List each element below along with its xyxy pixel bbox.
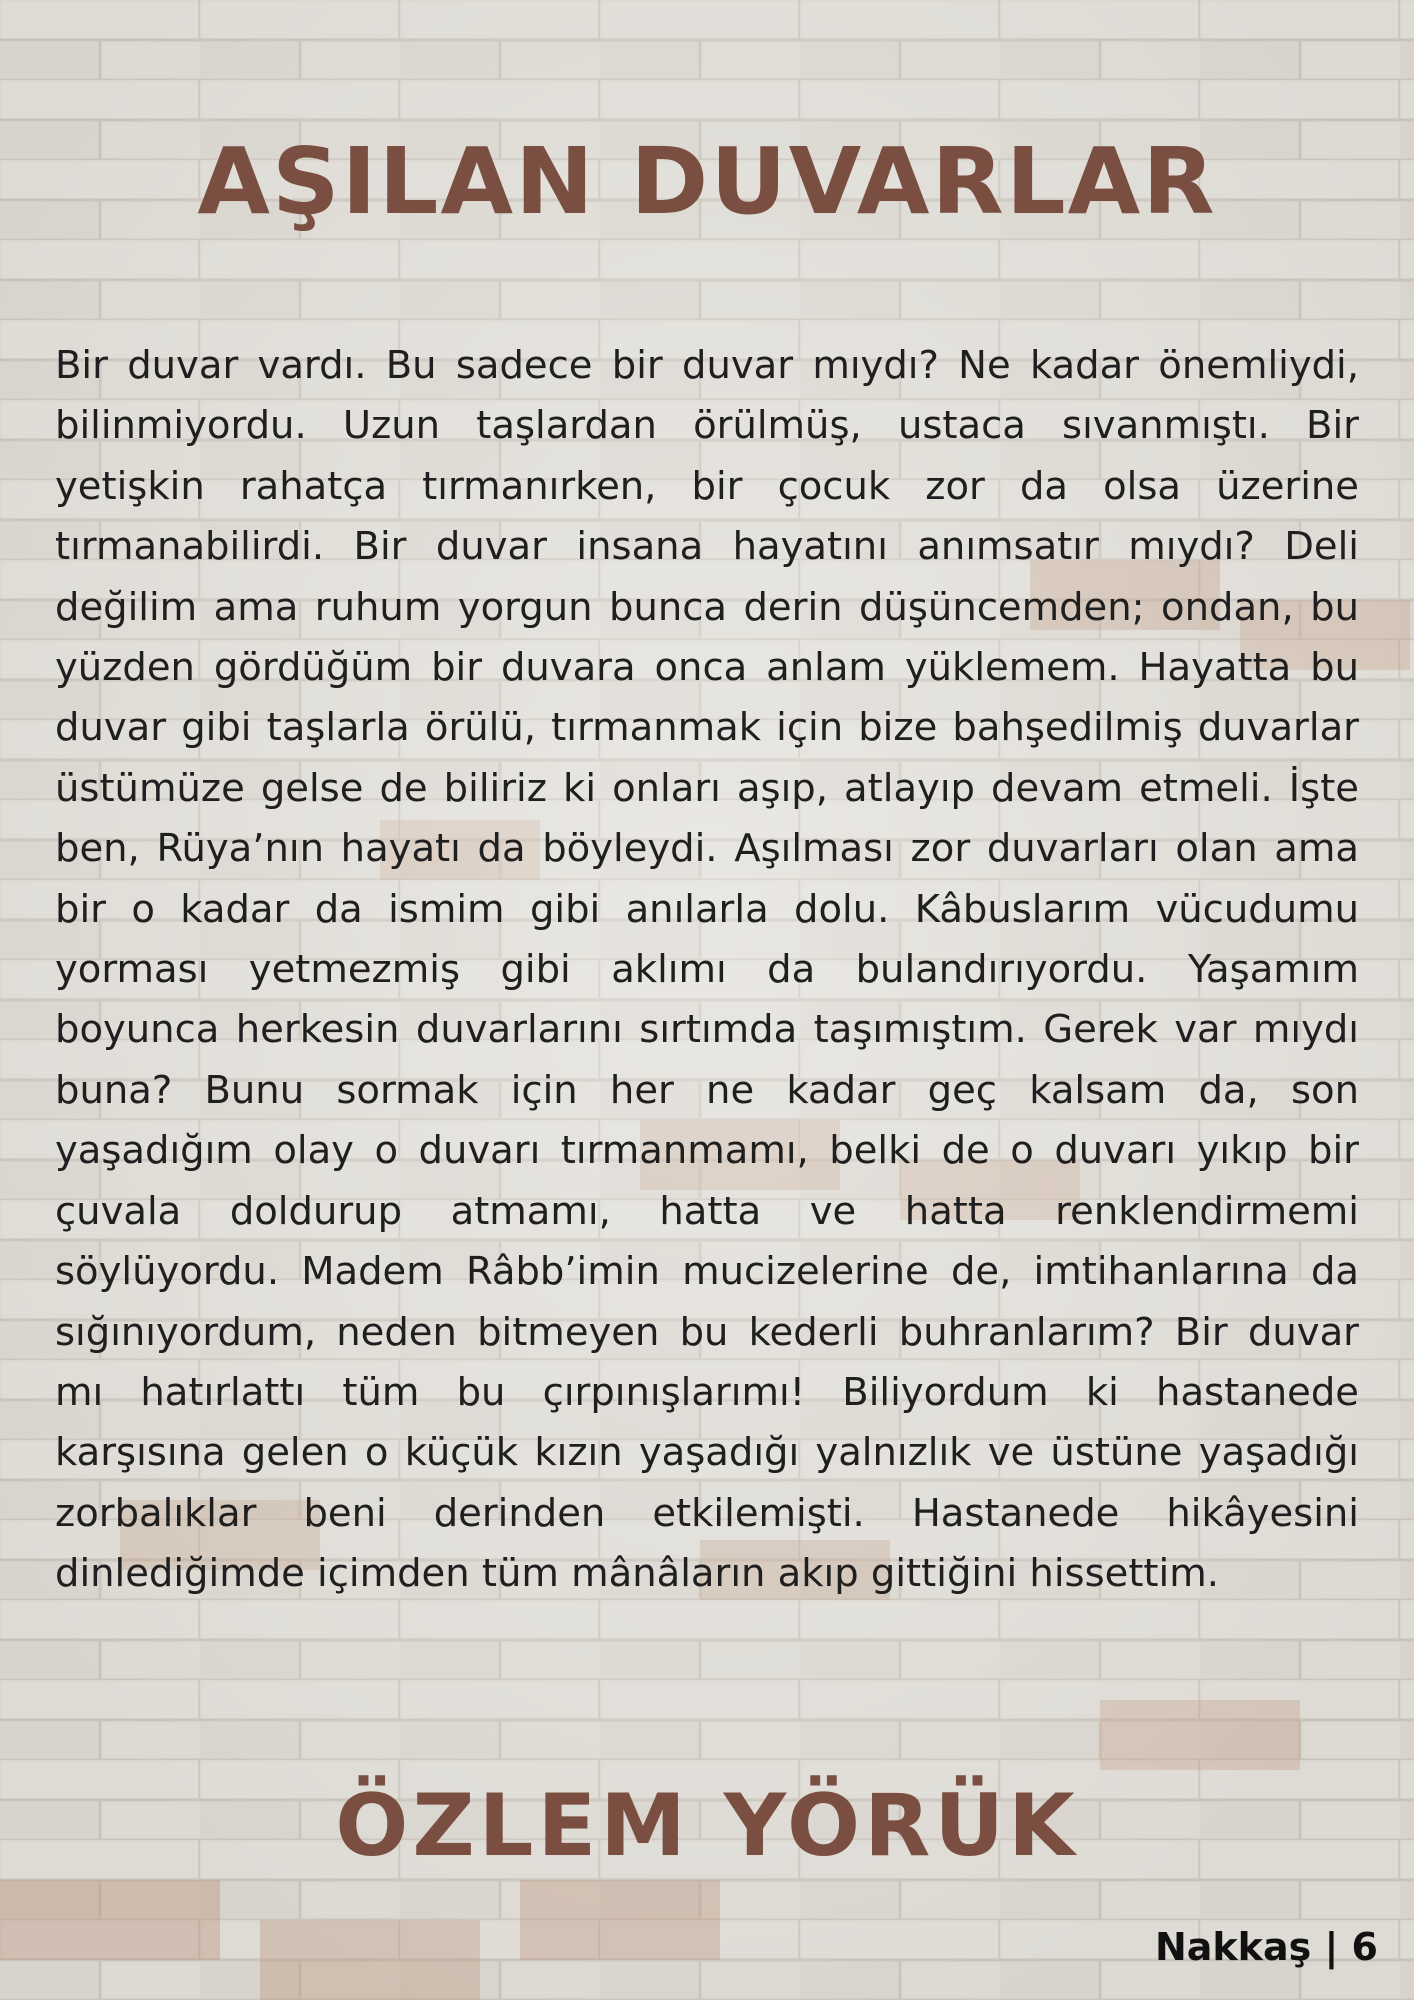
page-footer: Nakkaş | 6 <box>1154 1925 1378 1969</box>
author-name: ÖZLEM YÖRÜK <box>335 1776 1079 1876</box>
article-title: AŞILAN DUVARLAR <box>197 128 1217 235</box>
article-body: Bir duvar vardı. Bu sadece bir duvar mıydı? Ne kadar önemliydi, bilinmiyordu. Uzun taşlardan örülmüş, ustaca sıvanmıştı. Bir yetişkin rahatça tırmanırken, bir çocuk zor da olsa üzerine tırmanabilirdi. Bir duvar insana hayatını anımsatır mıydı? Deli değilim ama ruhum yorgun bunca derin düşüncemden; ondan, bu yüzden gördüğüm bir duvara onca anlam yüklemem. Hayatta bu duvar gibi taşlarla örülü, tırmanmak için bize bahşedilmiş duvarlar üstümüze gelse de biliriz ki onları aşıp, atlayıp devam etmeli. İşte ben, Rüya’nın hayatı da böyleydi. Aşılması zor duvarları olan ama bir o kadar da ismim gibi anılarla dolu. Kâbuslarım vücudumu yorması yetmezmiş gibi aklımı da bulandırıyordu. Yaşamım boyunca herkesin duvarlarını sırtımda taşımıştım. Gerek var mıydı buna? Bunu sormak için her ne kadar geç kalsam da, son yaşadığım olay o duvarı tırmanmamı, belki de o duvarı yıkıp bir çuvala doldurup atmamı, hatta ve hatta renklendirmemi söylüyordu. Madem Râbb’imin mucizelerine de, imtihanlarına da sığınıyordum, neden bitmeyen bu kederli buhranlarım? Bir duvar mı hatırlattı tüm bu çırpınışlarımı! Biliyordum ki hastanede karşısına gelen o küçük kızın yaşadığı yalnızlık ve üstüne yaşadığı zorbalıklar beni derinden etkilemişti. Hastanede hikâyesini dinlediğimde içimden tüm mânâların akıp gittiğini hissettim. <box>55 343 1359 1597</box>
